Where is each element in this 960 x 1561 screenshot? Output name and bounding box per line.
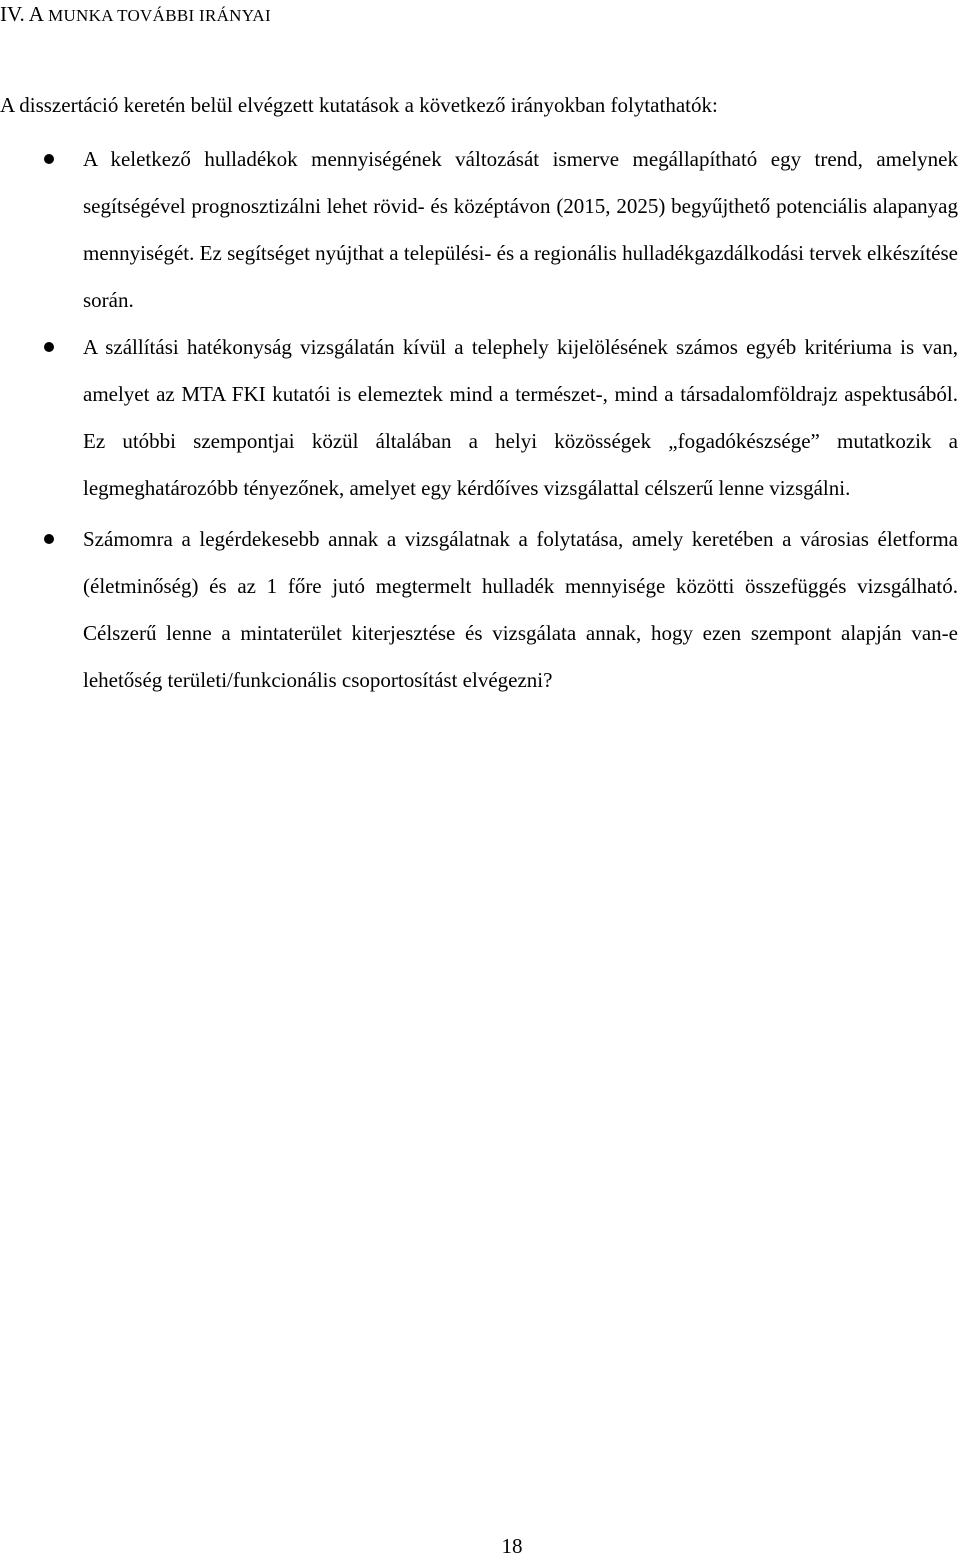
list-item-text: A keletkező hulladékok mennyiségének változását ismerve megállapítható egy trend, amelynek segítségével prognosztizálni lehet rövid- és középtávon (2015, 2025) begyűjthető potenciális alapanyag mennyiségét. Ez segítséget nyújthat a települési- és a regionális hulladékgazdálkodási tervek elkészítése során. (83, 147, 958, 312)
list-item (0, 516, 958, 704)
section-heading (0, 0, 271, 30)
list-item (0, 136, 958, 324)
section-numeral: IV. (0, 2, 25, 26)
list-item-text: A szállítási hatékonyság vizsgálatán kívül a telephely kijelölésének számos egyéb kritériuma is van, amelyet az MTA FKI kutatói is elemeztek mind a természet-, mind a társadalomföldrajz aspektusából. Ez utóbbi szempontjai közül általában a helyi közösségek „fogadókészsége” mutatkozik a legmeghatározóbb tényezőnek, amelyet egy kérdőíves vizsgálattal célszerű lenne vizsgálni. (83, 335, 958, 500)
section-title-rest: MUNKA TOVÁBBI IRÁNYAI (48, 6, 271, 25)
list-item (0, 324, 958, 512)
bullet-icon (44, 342, 54, 352)
section-title-initial: A (28, 2, 43, 26)
bullet-icon (44, 534, 54, 544)
bullet-icon (44, 154, 54, 164)
list-item-text: Számomra a legérdekesebb annak a vizsgálatnak a folytatása, amely keretében a városias életforma (életminőség) és az 1 főre jutó megtermelt hulladék mennyisége közötti összefüggés vizsgálható. Célszerű lenne a mintaterület kiterjesztése és vizsgálata annak, hogy ezen szempont alapján van-e lehetőség területi/funkcionális csoportosítást elvégezni? (83, 527, 958, 692)
page-number: 18 (501, 1534, 523, 1558)
research-directions-list (0, 136, 958, 704)
intro-paragraph: A disszertáció keretén belül elvégzett kutatások a következő irányokban folytathatók: (0, 93, 718, 117)
